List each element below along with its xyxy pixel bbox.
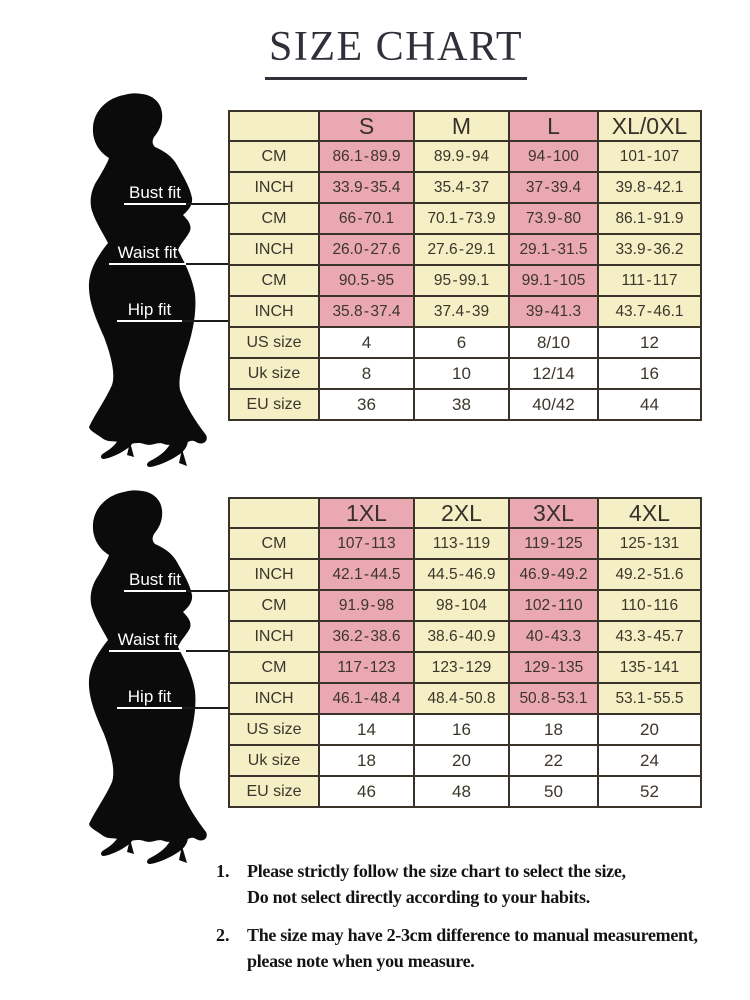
header-cell-size: 4XL <box>598 498 701 528</box>
note-item-1 <box>216 858 746 910</box>
value-cell: 12/14 <box>509 358 598 389</box>
value-cell: 117 - 123 <box>319 652 414 683</box>
value-cell: 35.4 - 37 <box>414 172 509 203</box>
value-cell: 40 - 43.3 <box>509 621 598 652</box>
value-cell: 107 - 113 <box>319 528 414 559</box>
row-label-cell: INCH <box>229 621 319 652</box>
table-row-hip-cm <box>229 265 701 296</box>
header-cell-blank <box>229 111 319 141</box>
table-row-bust-cm <box>229 141 701 172</box>
header-cell-size: S <box>319 111 414 141</box>
value-cell: 38.6 - 40.9 <box>414 621 509 652</box>
value-cell: 36.2 - 38.6 <box>319 621 414 652</box>
connector-line-waist <box>186 650 230 652</box>
value-cell: 86.1 - 91.9 <box>598 203 701 234</box>
note-number: 2. <box>216 925 230 945</box>
value-cell: 20 <box>598 714 701 745</box>
row-label-cell: INCH <box>229 683 319 714</box>
row-label-cell: CM <box>229 652 319 683</box>
row-label-cell: US size <box>229 327 319 358</box>
page-title-block <box>265 24 527 80</box>
value-cell: 12 <box>598 327 701 358</box>
value-cell: 119 - 125 <box>509 528 598 559</box>
value-cell: 66 - 70.1 <box>319 203 414 234</box>
note-number: 1. <box>216 861 230 881</box>
header-cell-size: L <box>509 111 598 141</box>
notes-list <box>216 858 746 986</box>
note-item-2 <box>216 922 746 974</box>
table-header-row <box>229 498 701 528</box>
value-cell: 8/10 <box>509 327 598 358</box>
value-cell: 18 <box>319 745 414 776</box>
table-row-uk-size <box>229 358 701 389</box>
value-cell: 123 - 129 <box>414 652 509 683</box>
row-label-cell: US size <box>229 714 319 745</box>
value-cell: 94 - 100 <box>509 141 598 172</box>
value-cell: 6 <box>414 327 509 358</box>
fit-label-bust: Bust fit <box>124 184 186 205</box>
value-cell: 91.9 - 98 <box>319 590 414 621</box>
table-row-us-size <box>229 714 701 745</box>
note-line: The size may have 2-3cm difference to manual measurement, <box>247 925 698 945</box>
value-cell: 38 <box>414 389 509 420</box>
value-cell: 90.5 - 95 <box>319 265 414 296</box>
page-title: SIZE CHART <box>269 24 523 70</box>
note-line: please note when you measure. <box>247 951 475 971</box>
value-cell: 39.8 - 42.1 <box>598 172 701 203</box>
fit-label-hip: Hip fit <box>117 301 182 322</box>
value-cell: 135 - 141 <box>598 652 701 683</box>
note-line: Please strictly follow the size chart to select the size, <box>247 861 626 881</box>
header-cell-size: M <box>414 111 509 141</box>
value-cell: 111 - 117 <box>598 265 701 296</box>
value-cell: 33.9 - 36.2 <box>598 234 701 265</box>
connector-line-waist <box>186 263 230 265</box>
value-cell: 49.2 - 51.6 <box>598 559 701 590</box>
value-cell: 27.6 - 29.1 <box>414 234 509 265</box>
value-cell: 43.3 - 45.7 <box>598 621 701 652</box>
value-cell: 14 <box>319 714 414 745</box>
woman-silhouette <box>82 489 216 881</box>
value-cell: 102 - 110 <box>509 590 598 621</box>
note-text <box>247 858 626 910</box>
table-row-waist-cm <box>229 590 701 621</box>
value-cell: 73.9 - 80 <box>509 203 598 234</box>
header-cell-blank <box>229 498 319 528</box>
table-row-waist-cm <box>229 203 701 234</box>
value-cell: 99.1 - 105 <box>509 265 598 296</box>
fit-label-waist: Waist fit <box>109 631 186 652</box>
value-cell: 46.1 - 48.4 <box>319 683 414 714</box>
note-text <box>247 922 698 974</box>
row-label-cell: EU size <box>229 776 319 807</box>
value-cell: 43.7 - 46.1 <box>598 296 701 327</box>
value-cell: 18 <box>509 714 598 745</box>
table-row-bust-inch <box>229 559 701 590</box>
value-cell: 22 <box>509 745 598 776</box>
row-label-cell: INCH <box>229 559 319 590</box>
size-section-plus <box>60 497 710 889</box>
table-row-eu-size <box>229 389 701 420</box>
value-cell: 40/42 <box>509 389 598 420</box>
value-cell: 20 <box>414 745 509 776</box>
connector-line-hip <box>182 320 230 322</box>
header-cell-size: 3XL <box>509 498 598 528</box>
row-label-cell: CM <box>229 265 319 296</box>
value-cell: 70.1 - 73.9 <box>414 203 509 234</box>
size-table-standard <box>228 110 702 421</box>
size-section-standard <box>60 110 710 502</box>
value-cell: 42.1 - 44.5 <box>319 559 414 590</box>
table-row-us-size <box>229 327 701 358</box>
table-row-hip-cm <box>229 652 701 683</box>
value-cell: 129 - 135 <box>509 652 598 683</box>
row-label-cell: CM <box>229 203 319 234</box>
table-row-hip-inch <box>229 683 701 714</box>
table-row-bust-cm <box>229 528 701 559</box>
table-row-uk-size <box>229 745 701 776</box>
value-cell: 36 <box>319 389 414 420</box>
value-cell: 35.8 - 37.4 <box>319 296 414 327</box>
row-label-cell: Uk size <box>229 358 319 389</box>
table-row-bust-inch <box>229 172 701 203</box>
header-cell-size: 2XL <box>414 498 509 528</box>
value-cell: 86.1 - 89.9 <box>319 141 414 172</box>
value-cell: 53.1 - 55.5 <box>598 683 701 714</box>
note-line: Do not select directly according to your habits. <box>247 887 590 907</box>
size-table-plus <box>228 497 702 808</box>
table-header-row <box>229 111 701 141</box>
value-cell: 48.4 - 50.8 <box>414 683 509 714</box>
connector-line-bust <box>186 203 230 205</box>
value-cell: 8 <box>319 358 414 389</box>
connector-line-bust <box>186 590 230 592</box>
value-cell: 39 - 41.3 <box>509 296 598 327</box>
connector-line-hip <box>182 707 230 709</box>
value-cell: 50 <box>509 776 598 807</box>
value-cell: 4 <box>319 327 414 358</box>
fit-label-hip: Hip fit <box>117 688 182 709</box>
value-cell: 48 <box>414 776 509 807</box>
value-cell: 16 <box>414 714 509 745</box>
value-cell: 46 <box>319 776 414 807</box>
value-cell: 89.9 - 94 <box>414 141 509 172</box>
table-row-waist-inch <box>229 234 701 265</box>
row-label-cell: CM <box>229 590 319 621</box>
value-cell: 37 - 39.4 <box>509 172 598 203</box>
value-cell: 26.0 - 27.6 <box>319 234 414 265</box>
value-cell: 110 - 116 <box>598 590 701 621</box>
fit-label-bust: Bust fit <box>124 571 186 592</box>
value-cell: 98 - 104 <box>414 590 509 621</box>
table-row-hip-inch <box>229 296 701 327</box>
value-cell: 46.9 - 49.2 <box>509 559 598 590</box>
value-cell: 95 - 99.1 <box>414 265 509 296</box>
row-label-cell: CM <box>229 141 319 172</box>
header-cell-size: XL/0XL <box>598 111 701 141</box>
value-cell: 113 - 119 <box>414 528 509 559</box>
row-label-cell: CM <box>229 528 319 559</box>
value-cell: 37.4 - 39 <box>414 296 509 327</box>
value-cell: 10 <box>414 358 509 389</box>
fit-label-waist: Waist fit <box>109 244 186 265</box>
row-label-cell: Uk size <box>229 745 319 776</box>
value-cell: 101 - 107 <box>598 141 701 172</box>
value-cell: 52 <box>598 776 701 807</box>
table-row-waist-inch <box>229 621 701 652</box>
table-row-eu-size <box>229 776 701 807</box>
header-cell-size: 1XL <box>319 498 414 528</box>
row-label-cell: INCH <box>229 234 319 265</box>
value-cell: 24 <box>598 745 701 776</box>
value-cell: 16 <box>598 358 701 389</box>
value-cell: 50.8 - 53.1 <box>509 683 598 714</box>
value-cell: 33.9 - 35.4 <box>319 172 414 203</box>
row-label-cell: INCH <box>229 172 319 203</box>
value-cell: 44 <box>598 389 701 420</box>
value-cell: 125 - 131 <box>598 528 701 559</box>
row-label-cell: INCH <box>229 296 319 327</box>
value-cell: 29.1 - 31.5 <box>509 234 598 265</box>
value-cell: 44.5 - 46.9 <box>414 559 509 590</box>
woman-silhouette <box>82 92 216 484</box>
row-label-cell: EU size <box>229 389 319 420</box>
